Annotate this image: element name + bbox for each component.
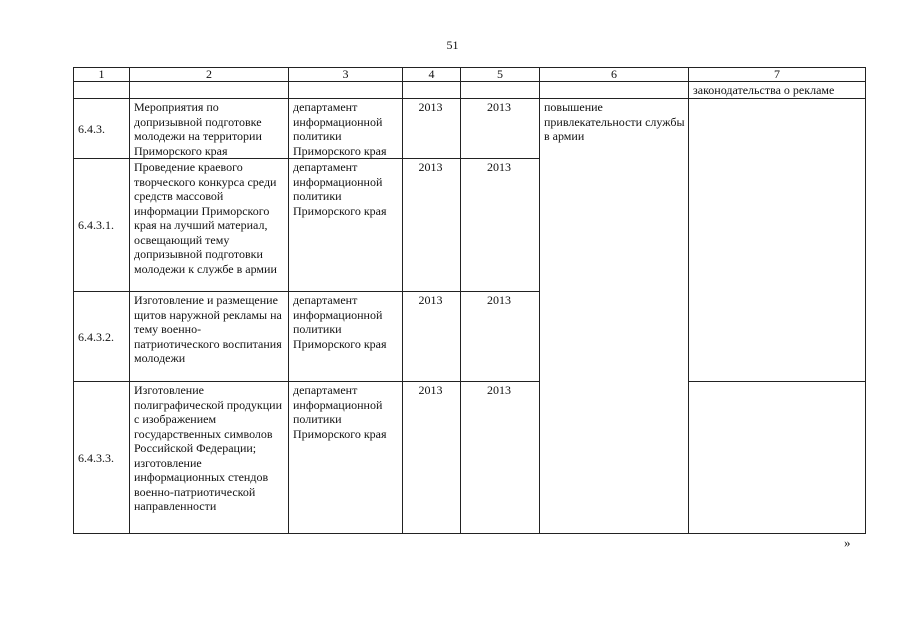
page-number: 51	[446, 38, 459, 52]
cell-empty	[540, 82, 689, 99]
row-number: 6.4.3.	[74, 99, 130, 159]
notes-merged-cell	[689, 99, 866, 382]
header-col-4: 4	[403, 68, 461, 82]
table-row	[74, 382, 866, 534]
executor-cell: департамент информационной политики Приморского края	[289, 159, 403, 292]
cell-empty	[289, 82, 403, 99]
row-number: 6.4.3.2.	[74, 292, 130, 382]
header-col-3: 3	[289, 68, 403, 82]
executor-cell: департамент информационной политики Приморского края	[289, 292, 403, 382]
cell-empty	[130, 82, 289, 99]
year-start-cell: 2013	[403, 292, 461, 382]
year-end-cell: 2013	[461, 292, 540, 382]
continuation-mark: »	[844, 535, 851, 550]
year-start-cell: 2013	[403, 99, 461, 159]
activity-cell: Изготовление полиграфической продукции с изображением государственных символов Российской Федерации; изготовление информационных стендов военно-патриотической направленности	[130, 382, 289, 534]
header-col-6: 6	[540, 68, 689, 82]
row-number: 6.4.3.3.	[74, 382, 130, 534]
header-col-1: 1	[74, 68, 130, 82]
year-end-cell: 2013	[461, 99, 540, 159]
header-col-7: 7	[689, 68, 866, 82]
cell-empty	[74, 82, 130, 99]
cell-empty	[461, 82, 540, 99]
row-number: 6.4.3.1.	[74, 159, 130, 292]
header-row	[74, 68, 866, 82]
year-end-cell: 2013	[461, 159, 540, 292]
activity-cell: Изготовление и размещение щитов наружной рекламы на тему военно-патриотического воспитания молодежи	[130, 292, 289, 382]
continuation-row	[74, 82, 866, 99]
result-merged-cell: повышение привлекательности службы в армии	[540, 99, 689, 534]
year-start-cell: 2013	[403, 159, 461, 292]
activity-cell: Проведение краевого творческого конкурса среди средств массовой информации Приморского края на лучший материал, освещающий тему допризывной подготовки молодежи к службе в армии	[130, 159, 289, 292]
activity-cell: Мероприятия по допризывной подготовке молодежи на территории Приморского края	[130, 99, 289, 159]
notes-cell	[689, 382, 866, 534]
header-col-5: 5	[461, 68, 540, 82]
executor-cell: департамент информационной политики Приморского края	[289, 99, 403, 159]
executor-cell: департамент информационной политики Приморского края	[289, 382, 403, 534]
plan-table	[73, 67, 866, 534]
table-row	[74, 99, 866, 159]
header-col-2: 2	[130, 68, 289, 82]
year-start-cell: 2013	[403, 382, 461, 534]
cell-empty	[403, 82, 461, 99]
year-end-cell: 2013	[461, 382, 540, 534]
continuation-text: законодательства о рекламе	[689, 82, 866, 99]
